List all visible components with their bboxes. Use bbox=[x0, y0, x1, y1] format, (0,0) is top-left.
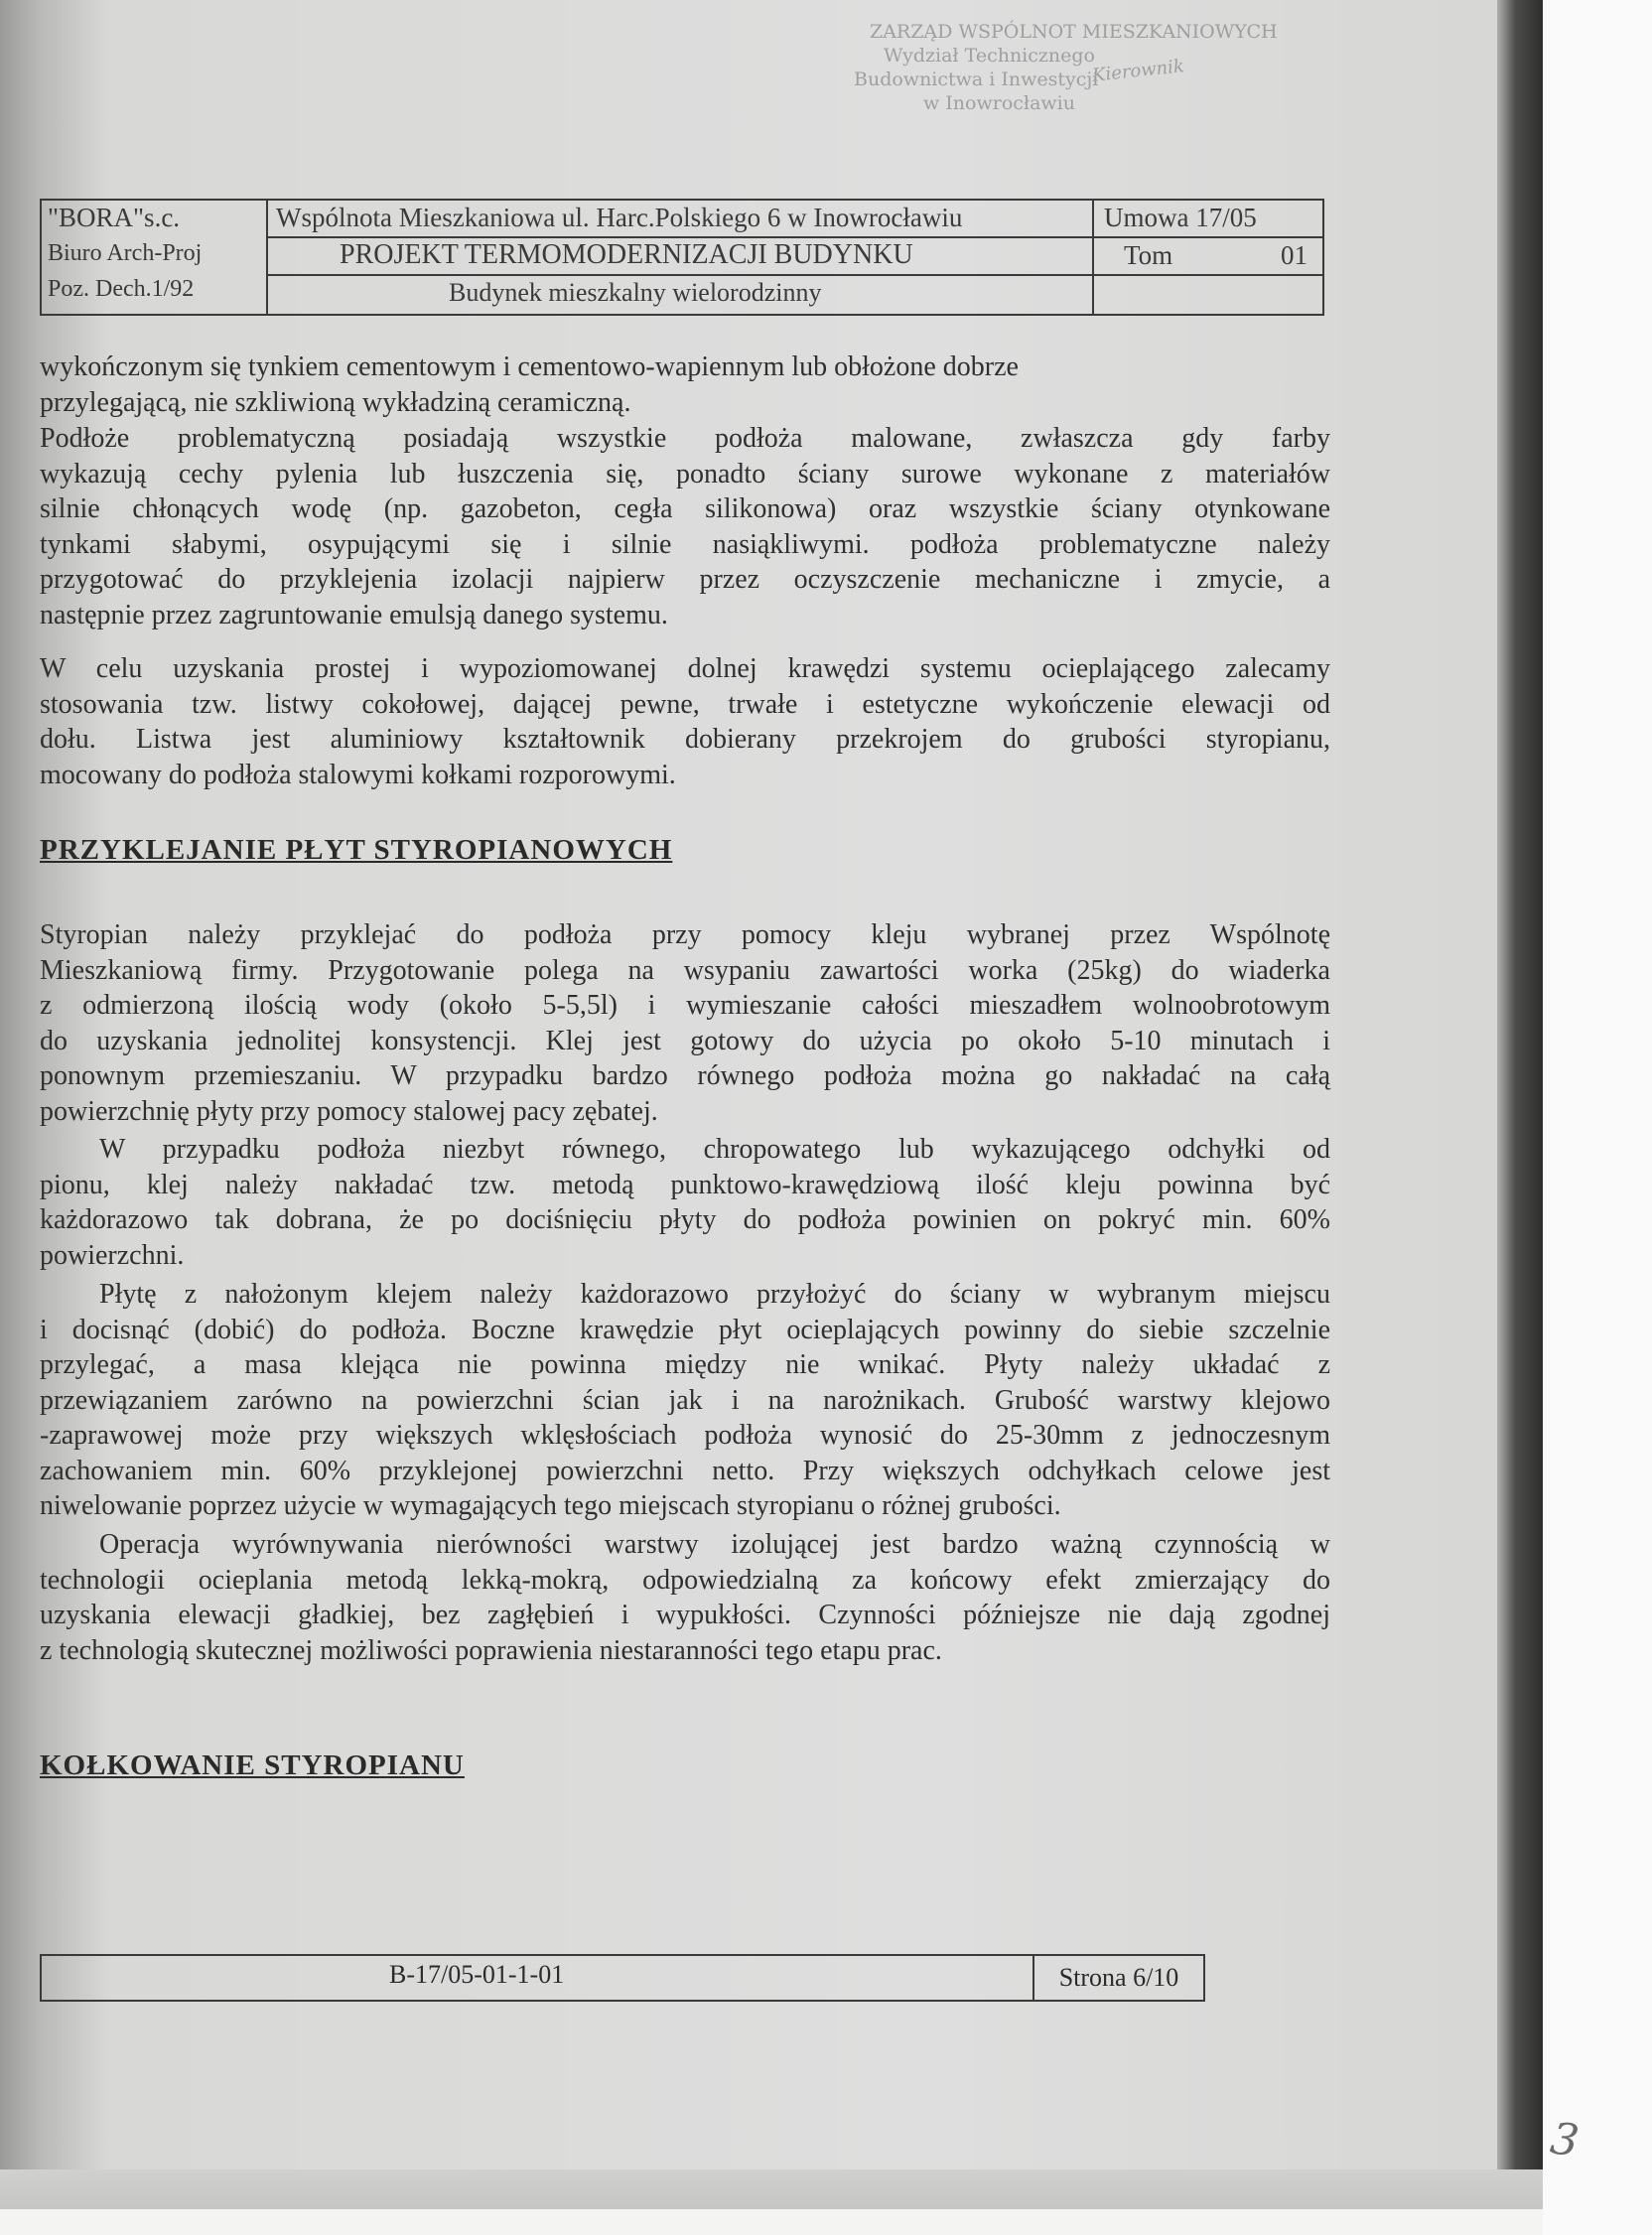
client-name: Wspólnota Mieszkaniowa ul. Harc.Polskiego 6 w Inowrocławiu bbox=[276, 203, 963, 232]
header-divider bbox=[266, 201, 268, 314]
page-bottom-edge bbox=[0, 2169, 1543, 2209]
volume-number: 01 bbox=[1281, 240, 1308, 270]
stamp-line: w Inowrocławiu bbox=[923, 92, 1075, 114]
section-heading: KOŁKOWANIE STYROPIANU bbox=[40, 1749, 465, 1781]
text-line: przygotować do przyklejenia izolacji najpierw przez oczyszczenie mechaniczne i zmycie, a bbox=[40, 564, 1330, 595]
text-line: wykończonym się tynkiem cementowym i cementowo-wapiennym lub obłożone dobrze bbox=[40, 351, 1019, 382]
page-number: Strona 6/10 bbox=[1032, 1956, 1203, 2000]
text-line: następnie przez zagruntowanie emulsją danego systemu. bbox=[40, 599, 668, 630]
document-code: B-17/05-01-1-01 bbox=[389, 1960, 565, 1989]
text-line: silnie chłonących wodę (np. gazobeton, cegła silikonowa) oraz wszystkie ściany otynkowane bbox=[40, 493, 1330, 524]
stamp-signature: Kierownik bbox=[1091, 56, 1185, 86]
text-line: mocowany do podłoża stalowymi kołkami rozporowymi. bbox=[40, 759, 676, 790]
company-name: "BORA"s.c. bbox=[48, 203, 181, 232]
text-line: z technologią skutecznej możliwości poprawienia niestaranności tego etapu prac. bbox=[40, 1634, 942, 1666]
document-header-table bbox=[40, 199, 1324, 316]
paragraph bbox=[40, 421, 1330, 632]
text-line: przylegającą, nie szkliwioną wykładziną ceramiczną. bbox=[40, 386, 631, 418]
text-line: przylegać, a masa klejąca nie powinna między nie wnikać. Płyty należy układać z bbox=[40, 1349, 1330, 1380]
paragraph bbox=[40, 1527, 1330, 1668]
text-line: wykazują cechy pylenia lub łuszczenia się, ponadto ściany surowe wykonane z materiałów bbox=[40, 458, 1330, 489]
text-line: pionu, klej należy nakładać tzw. metodą punktowo-krawędziową ilość kleju powinna być bbox=[40, 1169, 1330, 1200]
stamp-line: Budownictwa i Inwestycji bbox=[854, 69, 1099, 90]
text-line: i docisnąć (dobić) do podłoża. Boczne krawędzie płyt ocieplających powinny do siebie szczelnie bbox=[40, 1314, 1330, 1345]
paragraph bbox=[40, 1277, 1330, 1524]
text-line: powierzchnię płyty przy pomocy stalowej pacy zębatej. bbox=[40, 1095, 658, 1127]
stamp-line: Wydział Technicznego bbox=[884, 45, 1095, 67]
text-line: zachowaniem min. 60% przyklejonej powierzchni netto. Przy większych odchyłkach celowe jest bbox=[40, 1455, 1330, 1486]
text-line: Styropian należy przyklejać do podłoża przy pomocy kleju wybranej przez Wspólnotę bbox=[40, 919, 1330, 950]
contract-number: Umowa 17/05 bbox=[1104, 203, 1257, 232]
text-line: W celu uzyskania prostej i wypoziomowanej dolnej krawędzi systemu ocieplającego zalecamy bbox=[40, 653, 1330, 684]
text-line: Płytę z nałożonym klejem należy każdorazowo przyłożyć do ściany w wybranym miejscu bbox=[99, 1279, 1330, 1310]
section-heading: PRZYKLEJANIE PŁYT STYROPIANOWYCH bbox=[40, 834, 673, 866]
paragraph bbox=[40, 1132, 1330, 1273]
stamp-line: ZARZĄD WSPÓLNOT MIESZKANIOWYCH bbox=[870, 21, 1278, 43]
volume-label: Tom bbox=[1124, 240, 1173, 270]
project-title: PROJEKT TERMOMODERNIZACJI BUDYNKU bbox=[340, 239, 913, 270]
text-line: ponownym przemieszaniu. W przypadku bardzo równego podłoża można go nakładać na całą bbox=[40, 1060, 1330, 1091]
text-line: uzyskania elewacji gładkiej, bez zagłębień i wypukłości. Czynności późniejsze nie dają zgodnej bbox=[40, 1600, 1330, 1630]
paragraph bbox=[40, 651, 1330, 792]
text-line: dołu. Listwa jest aluminiowy kształtownik dobierany przekrojem do grubości styropianu, bbox=[40, 724, 1330, 755]
text-line: tynkami słabymi, osypującymi się i silnie nasiąkliwymi. podłoża problematyczne należy bbox=[40, 528, 1330, 560]
text-line: z odmierzoną ilością wody (około 5-5,5l) i wymieszanie całości mieszadłem wolnoobrotowym bbox=[40, 990, 1330, 1021]
text-line: W przypadku podłoża niezbyt równego, chropowatego lub wykazującego odchyłki od bbox=[99, 1134, 1330, 1165]
page-edge-shadow bbox=[1497, 0, 1543, 2209]
company-reg: Poz. Dech.1/92 bbox=[48, 276, 195, 302]
text-line: stosowania tzw. listwy cokołowej, dającej pewne, trwałe i estetyczne wykończenie elewacji od bbox=[40, 688, 1330, 720]
text-line: niwelowanie poprzez użycie w wymagających tego miejscach styropianu o różnej grubości. bbox=[40, 1490, 1061, 1521]
paragraph bbox=[40, 917, 1330, 1129]
document-footer bbox=[40, 1954, 1205, 2002]
text-line: przewiązaniem zarówno na powierzchni ścian jak i na narożnikach. Grubość warstwy klejowo bbox=[40, 1384, 1330, 1416]
text-line: -zaprawowej może przy większych wklęsłościach podłoża wynosić do 25-30mm z jednoczesnym bbox=[40, 1420, 1330, 1451]
header-divider bbox=[1092, 201, 1094, 314]
approval-stamp bbox=[854, 20, 1449, 189]
paragraph bbox=[40, 349, 1330, 420]
text-line: powierzchni. bbox=[40, 1239, 185, 1271]
text-line: do uzyskania jednolitej konsystencji. Klej jest gotowy do użycia po około 5-10 minutach i bbox=[40, 1025, 1330, 1056]
text-line: każdorazowo tak dobrana, że po dociśnięciu płyty do podłoża powinien on pokryć min. 60% bbox=[40, 1204, 1330, 1235]
text-line: Mieszkaniową firmy. Przygotowanie polega na wsypaniu zawartości worka (25kg) do wiaderka bbox=[40, 954, 1330, 986]
text-line: Operacja wyrównywania nierówności warstwy izolującej jest bardzo ważną czynnością w bbox=[99, 1529, 1330, 1560]
building-type: Budynek mieszkalny wielorodzinny bbox=[449, 278, 822, 307]
text-line: technologii ocieplania metodą lekką-mokrą, odpowiedzialną za końcowy efekt zmierzający do bbox=[40, 1564, 1330, 1596]
text-line: Podłoże problematyczną posiadają wszystkie podłoża malowane, zwłaszcza gdy farby bbox=[40, 423, 1330, 454]
company-office: Biuro Arch-Proj bbox=[48, 240, 203, 266]
scan-background bbox=[1543, 0, 1652, 2235]
handwritten-page-mark: 3 bbox=[1547, 2113, 1583, 2167]
